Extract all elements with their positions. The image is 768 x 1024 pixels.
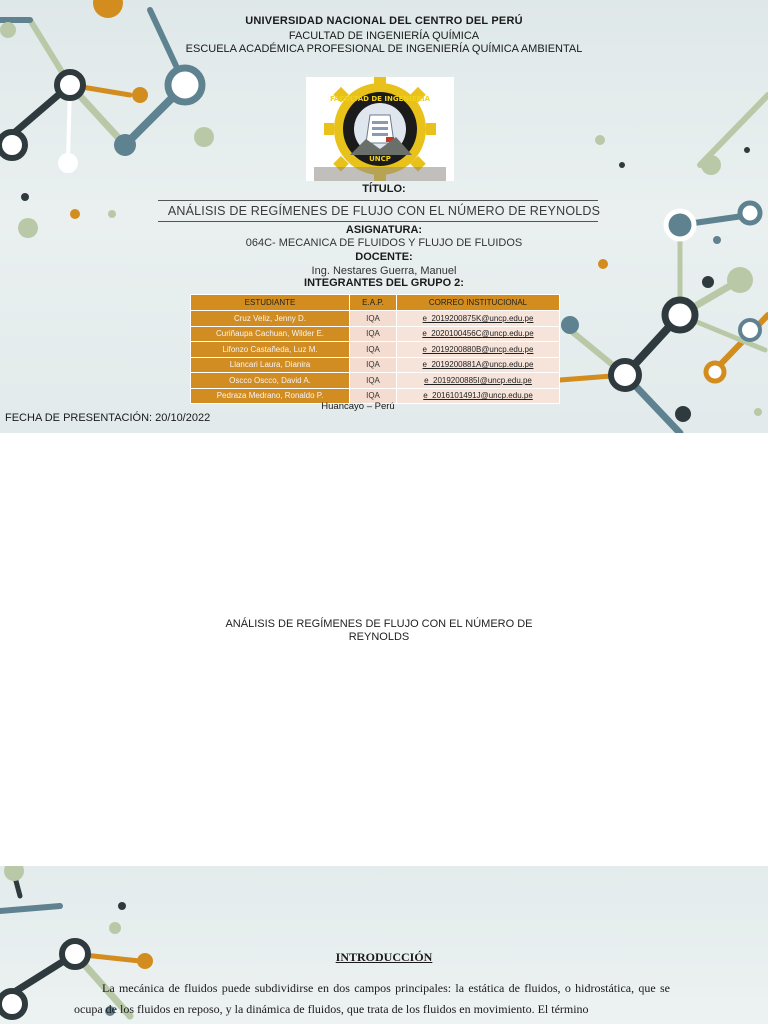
intro-heading: INTRODUCCIÓN: [335, 950, 433, 964]
student-name-cell: Curiñaupa Cachuan, Wilder E.: [191, 326, 350, 342]
presentation-date: FECHA DE PRESENTACIÓN: 20/10/2022: [5, 412, 211, 424]
email-cell[interactable]: e_2019200881A@uncp.edu.pe: [397, 357, 560, 373]
university-name: UNIVERSIDAD NACIONAL DEL CENTRO DEL PERÚ: [245, 15, 523, 27]
email-cell[interactable]: e_2019200875K@uncp.edu.pe: [397, 311, 560, 327]
members-label: INTEGRANTES DEL GRUPO 2:: [304, 277, 464, 289]
cover-page: [0, 0, 768, 433]
student-name-cell: Lifonzo Castañeda, Luz M.: [191, 342, 350, 358]
eap-cell: IQA: [350, 342, 397, 358]
title-top-rule: [158, 200, 598, 201]
header-student: ESTUDIANTE: [191, 295, 350, 311]
eap-cell: IQA: [350, 388, 397, 404]
student-name-cell: Llancari Laura, Dianira: [191, 357, 350, 373]
school-name: ESCUELA ACADÉMICA PROFESIONAL DE INGENIERÍA QUÍMICA AMBIENTAL: [185, 43, 583, 55]
title-label: TÍTULO:: [362, 183, 406, 195]
student-name-cell: Cruz Veliz, Jenny D.: [191, 311, 350, 327]
teacher-label: DOCENTE:: [355, 251, 413, 263]
table-row: [191, 326, 560, 342]
subject-label: ASIGNATURA:: [345, 224, 423, 236]
svg-text:UNCP: UNCP: [369, 155, 391, 163]
email-cell[interactable]: e_2019200880B@uncp.edu.pe: [397, 342, 560, 358]
header-eap: E.A.P.: [350, 295, 397, 311]
faculty-name: FACULTAD DE INGENIERÍA QUÍMICA: [288, 30, 480, 42]
title-bottom-rule: [158, 221, 598, 222]
email-cell[interactable]: e_2019200885I@uncp.edu.pe: [397, 373, 560, 389]
teacher-value: Ing. Nestares Guerra, Manuel: [311, 265, 457, 277]
members-table-header: [191, 295, 560, 311]
email-cell[interactable]: e_2016101491J@uncp.edu.pe: [397, 388, 560, 404]
table-row: [191, 311, 560, 327]
eap-cell: IQA: [350, 373, 397, 389]
page2-title: ANÁLISIS DE REGÍMENES DE FLUJO CON EL NÚMERO DE REYNOLDS: [225, 618, 533, 643]
eap-cell: IQA: [350, 326, 397, 342]
faculty-seal-icon: [306, 77, 454, 181]
intro-paragraph: La mecánica de fluidos puede subdividirse en dos campos principales: la estática de fluidos, o hidrostática, que se ocupa de los fluidos en reposo, y la dinámica de fluidos, que trata de los fluidos en movimiento. El término: [74, 981, 670, 1016]
student-name-cell: Oscco Oscco, David A.: [191, 373, 350, 389]
cover-title: ANÁLISIS DE REGÍMENES DE FLUJO CON EL NÚMERO DE REYNOLDS: [167, 204, 601, 218]
student-name-cell: Pedraza Medrano, Ronaldo P.: [191, 388, 350, 404]
city-label: Huancayo – Perú: [321, 401, 395, 412]
subject-value: 064C- MECANICA DE FLUIDOS Y FLUJO DE FLUIDOS: [245, 237, 523, 249]
header-email: CORREO INSTITUCIONAL: [397, 295, 560, 311]
svg-text:FACULTAD DE INGENIERÍA: FACULTAD DE INGENIERÍA: [329, 95, 431, 103]
faculty-logo: [306, 77, 454, 181]
table-row: [191, 373, 560, 389]
members-table: [190, 294, 560, 404]
table-row: [191, 357, 560, 373]
eap-cell: IQA: [350, 357, 397, 373]
table-row: [191, 342, 560, 358]
title-page: [0, 433, 768, 866]
eap-cell: IQA: [350, 311, 397, 327]
email-cell[interactable]: e_2020100456C@uncp.edu.pe: [397, 326, 560, 342]
